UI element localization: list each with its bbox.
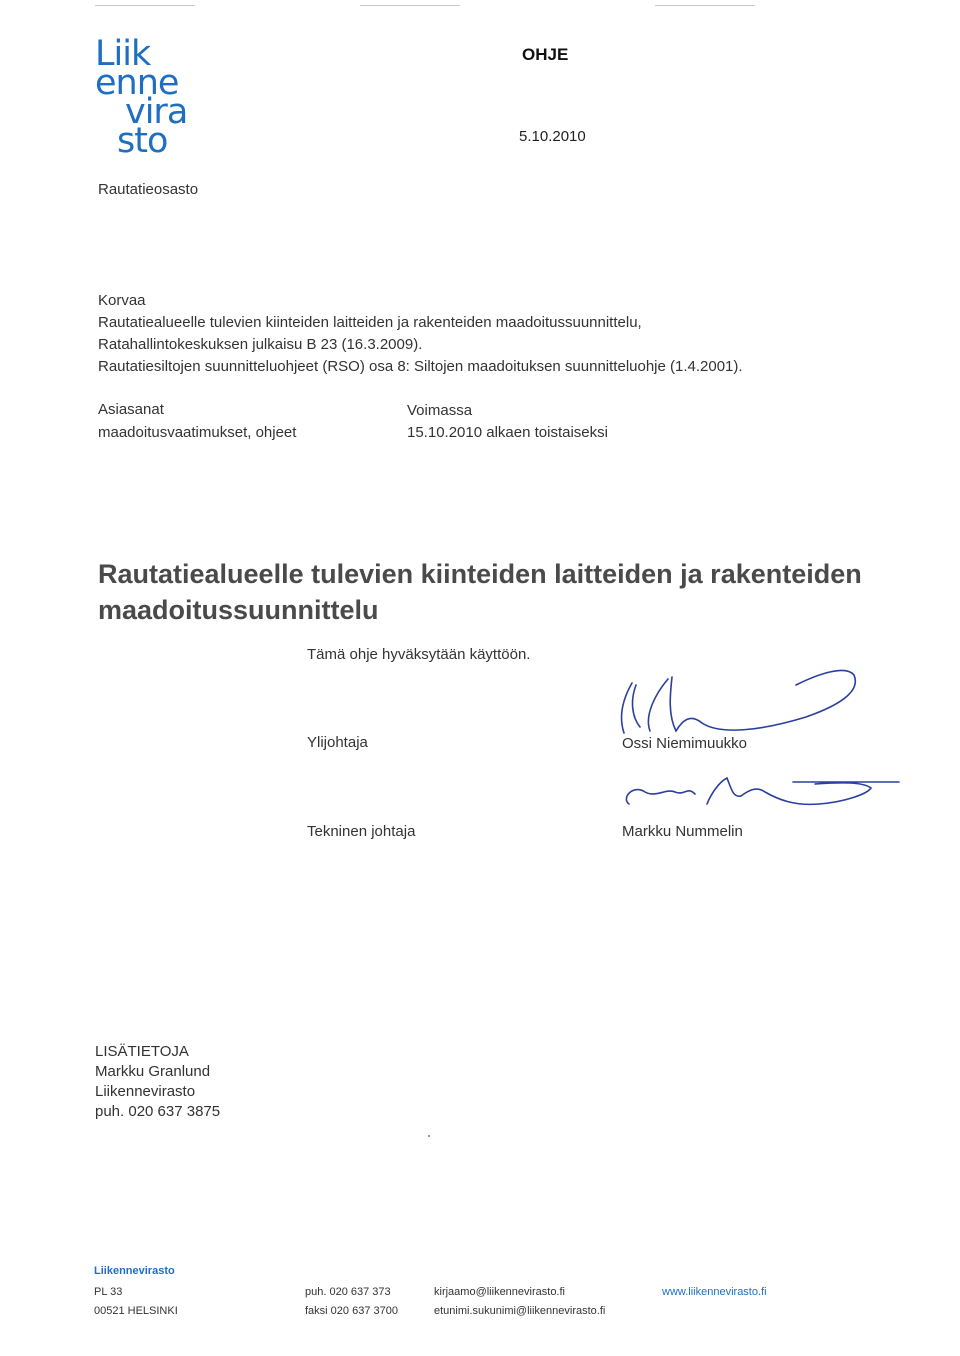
document-date: 5.10.2010	[519, 128, 586, 145]
replaces-section	[98, 290, 743, 378]
signatory-name: Markku Nummelin	[622, 823, 743, 840]
footer-phone: puh. 020 637 373	[305, 1286, 391, 1298]
contact-phone: puh. 020 637 3875	[95, 1103, 221, 1120]
signatory-name: Ossi Niemimuukko	[622, 735, 748, 752]
footer-email-pattern: etunimi.sukunimi@liikennevirasto.fi	[434, 1305, 606, 1317]
footer-fax: faksi 020 637 3700	[305, 1305, 398, 1317]
approval-statement: Tämä ohje hyväksytään käyttöön.	[307, 646, 531, 663]
footer-postal: 00521 HELSINKI	[94, 1305, 178, 1317]
replaces-line: Rautatiealueelle tulevien kiinteiden laitteiden ja rakenteiden maadoitussuunnittelu,	[98, 314, 642, 331]
footer-website-link[interactable]: www.liikennevirasto.fi	[662, 1286, 767, 1298]
replaces-heading: Korvaa	[98, 292, 146, 309]
liikennevirasto-logo	[95, 34, 215, 161]
footer-emails	[434, 1283, 605, 1321]
replaces-line: Ratahallintokeskuksen julkaisu B 23 (16.3.2009).	[98, 336, 423, 353]
contact-info	[95, 1042, 220, 1122]
footer-po-box: PL 33	[94, 1286, 123, 1298]
scan-artifact-line	[95, 5, 195, 6]
logo-line: vira	[125, 92, 188, 132]
contact-organization: Liikennevirasto	[95, 1083, 196, 1100]
title-line: Rautatiealueelle tulevien kiinteiden laitteiden ja rakenteiden	[98, 559, 862, 589]
scan-speck	[428, 1135, 430, 1137]
logo-line: sto	[117, 121, 168, 161]
footer-address	[94, 1283, 178, 1321]
footer-email-registry[interactable]: kirjaamo@liikennevirasto.fi	[434, 1286, 565, 1298]
replaces-line: Rautatiesiltojen suunnitteluohjeet (RSO) osa 8: Siltojen maadoituksen suunnitteluohje (1.4.2001).	[98, 358, 743, 375]
contact-name: Markku Granlund	[95, 1063, 211, 1080]
valid-value: 15.10.2010 alkaen toistaiseksi	[407, 424, 608, 441]
keywords-value: maadoitusvaatimukset, ohjeet	[98, 424, 297, 441]
department: Rautatieosasto	[98, 181, 199, 198]
logo-line: Liik	[95, 34, 151, 74]
scan-artifact-line	[360, 5, 460, 6]
scan-artifact-line	[655, 5, 755, 6]
contact-heading: LISÄTIETOJA	[95, 1043, 189, 1060]
document-title	[98, 556, 928, 628]
keywords-label: Asiasanat	[98, 401, 164, 418]
signature-nummelin	[615, 768, 905, 818]
signature-niemimuukko	[610, 665, 870, 745]
logo-line: enne	[95, 63, 179, 103]
signatory-role: Tekninen johtaja	[307, 823, 416, 840]
valid-label: Voimassa	[407, 402, 473, 419]
document-type: OHJE	[522, 45, 569, 64]
footer-phones	[305, 1283, 398, 1321]
title-line: maadoitussuunnittelu	[98, 595, 379, 625]
signatory-role: Ylijohtaja	[307, 734, 368, 751]
footer-brand: Liikennevirasto	[94, 1265, 175, 1277]
